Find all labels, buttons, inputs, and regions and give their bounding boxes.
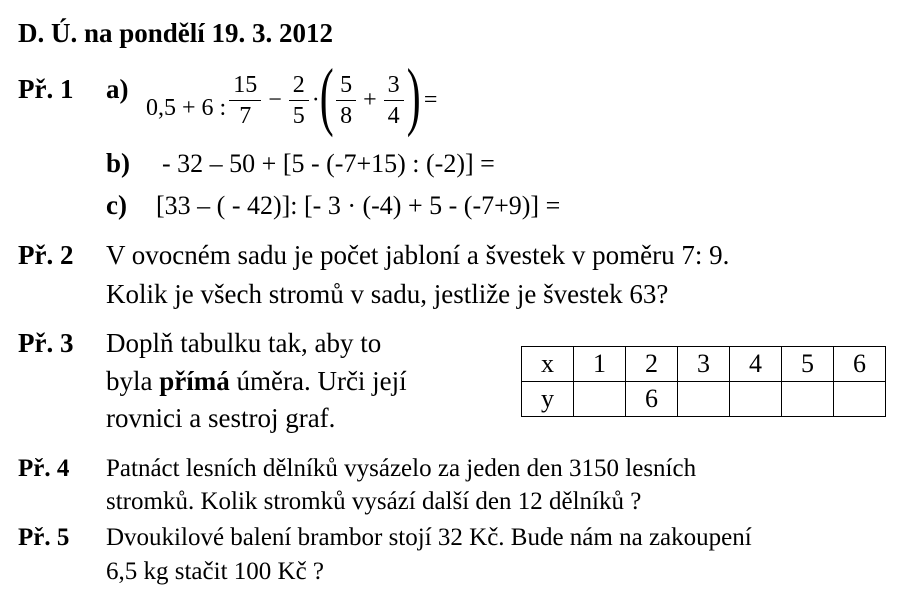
numerator: 3 bbox=[387, 71, 400, 98]
table-row-x bbox=[522, 347, 886, 382]
problem-3-label: Př. 3 bbox=[18, 328, 74, 358]
problem-3-line-2 bbox=[106, 366, 407, 397]
expr-term: 0,5 + 6 : bbox=[146, 94, 227, 121]
numerator: 5 bbox=[340, 71, 353, 98]
numerator: 15 bbox=[233, 71, 258, 98]
proportion-table bbox=[521, 346, 886, 417]
table-cell: 6 bbox=[834, 347, 886, 382]
problem-2-line-2: Kolik je všech stromů v sadu, jestliže je švestek 63? bbox=[106, 279, 669, 309]
table-cell: 6 bbox=[626, 382, 678, 417]
left-paren: ( bbox=[319, 54, 334, 138]
text: byla bbox=[106, 366, 160, 396]
table-cell: 3 bbox=[678, 347, 730, 382]
table-cell: 1 bbox=[574, 347, 626, 382]
problem-1c-label: c) bbox=[106, 190, 127, 220]
table-cell bbox=[574, 382, 626, 417]
problem-1b-expression: - 32 – 50 + [5 - (-7+15) : (-2)] = bbox=[162, 149, 495, 178]
problem-5-label: Př. 5 bbox=[18, 524, 70, 551]
fraction-3-4 bbox=[384, 70, 404, 131]
operator-dot: · bbox=[311, 86, 320, 113]
table-cell: x bbox=[522, 347, 574, 382]
fraction-2-5 bbox=[289, 70, 309, 131]
denominator: 5 bbox=[292, 102, 305, 129]
problem-1a-label: a) bbox=[106, 74, 129, 104]
problem-1b-label: b) bbox=[106, 148, 131, 178]
problem-3-line-1: Doplň tabulku tak, aby to bbox=[106, 328, 382, 358]
denominator: 8 bbox=[340, 102, 353, 129]
page-title: D. Ú. na pondělí 19. 3. 2012 bbox=[18, 18, 334, 48]
table-cell bbox=[730, 382, 782, 417]
operator-equals: = bbox=[423, 86, 438, 113]
problem-4-line-2: stromků. Kolik stromků vysází další den 12 dělníků ? bbox=[106, 488, 642, 515]
problem-4-label: Př. 4 bbox=[18, 455, 70, 482]
table-cell bbox=[834, 382, 886, 417]
table-cell: 2 bbox=[626, 347, 678, 382]
table-cell: 4 bbox=[730, 347, 782, 382]
denominator: 4 bbox=[387, 102, 400, 129]
problem-4-line-1: Patnáct lesních dělníků vysázelo za jeden den 3150 lesních bbox=[106, 455, 697, 482]
operator-minus: − bbox=[268, 86, 282, 113]
table-cell bbox=[782, 382, 834, 417]
right-paren: ) bbox=[406, 54, 421, 138]
bold-text: přímá bbox=[159, 366, 230, 396]
problem-1a-expression bbox=[146, 54, 441, 138]
table-cell: 5 bbox=[782, 347, 834, 382]
table-cell bbox=[678, 382, 730, 417]
numerator: 2 bbox=[292, 71, 305, 98]
fraction-15-7 bbox=[229, 70, 261, 131]
problem-2-line-1: V ovocném sadu je počet jabloní a švestek v poměru 7: 9. bbox=[106, 240, 730, 270]
operator-plus: + bbox=[363, 86, 377, 113]
table-row-y bbox=[522, 382, 886, 417]
table-cell: y bbox=[522, 382, 574, 417]
problem-5-line-1: Dvoukilové balení brambor stojí 32 Kč. Bude nám na zakoupení bbox=[106, 524, 752, 551]
problem-2-label: Př. 2 bbox=[18, 240, 74, 270]
text: úměra. Urči její bbox=[229, 366, 407, 396]
problem-1-label: Př. 1 bbox=[18, 74, 74, 104]
problem-3-line-3: rovnici a sestroj graf. bbox=[106, 403, 336, 433]
problem-5-line-2: 6,5 kg stačit 100 Kč ? bbox=[106, 558, 325, 585]
problem-1c-expression: [33 – ( - 42)]: [- 3 · (-4) + 5 - (-7+9)] = bbox=[156, 191, 561, 220]
fraction-5-8 bbox=[336, 70, 356, 131]
denominator: 7 bbox=[239, 102, 252, 129]
